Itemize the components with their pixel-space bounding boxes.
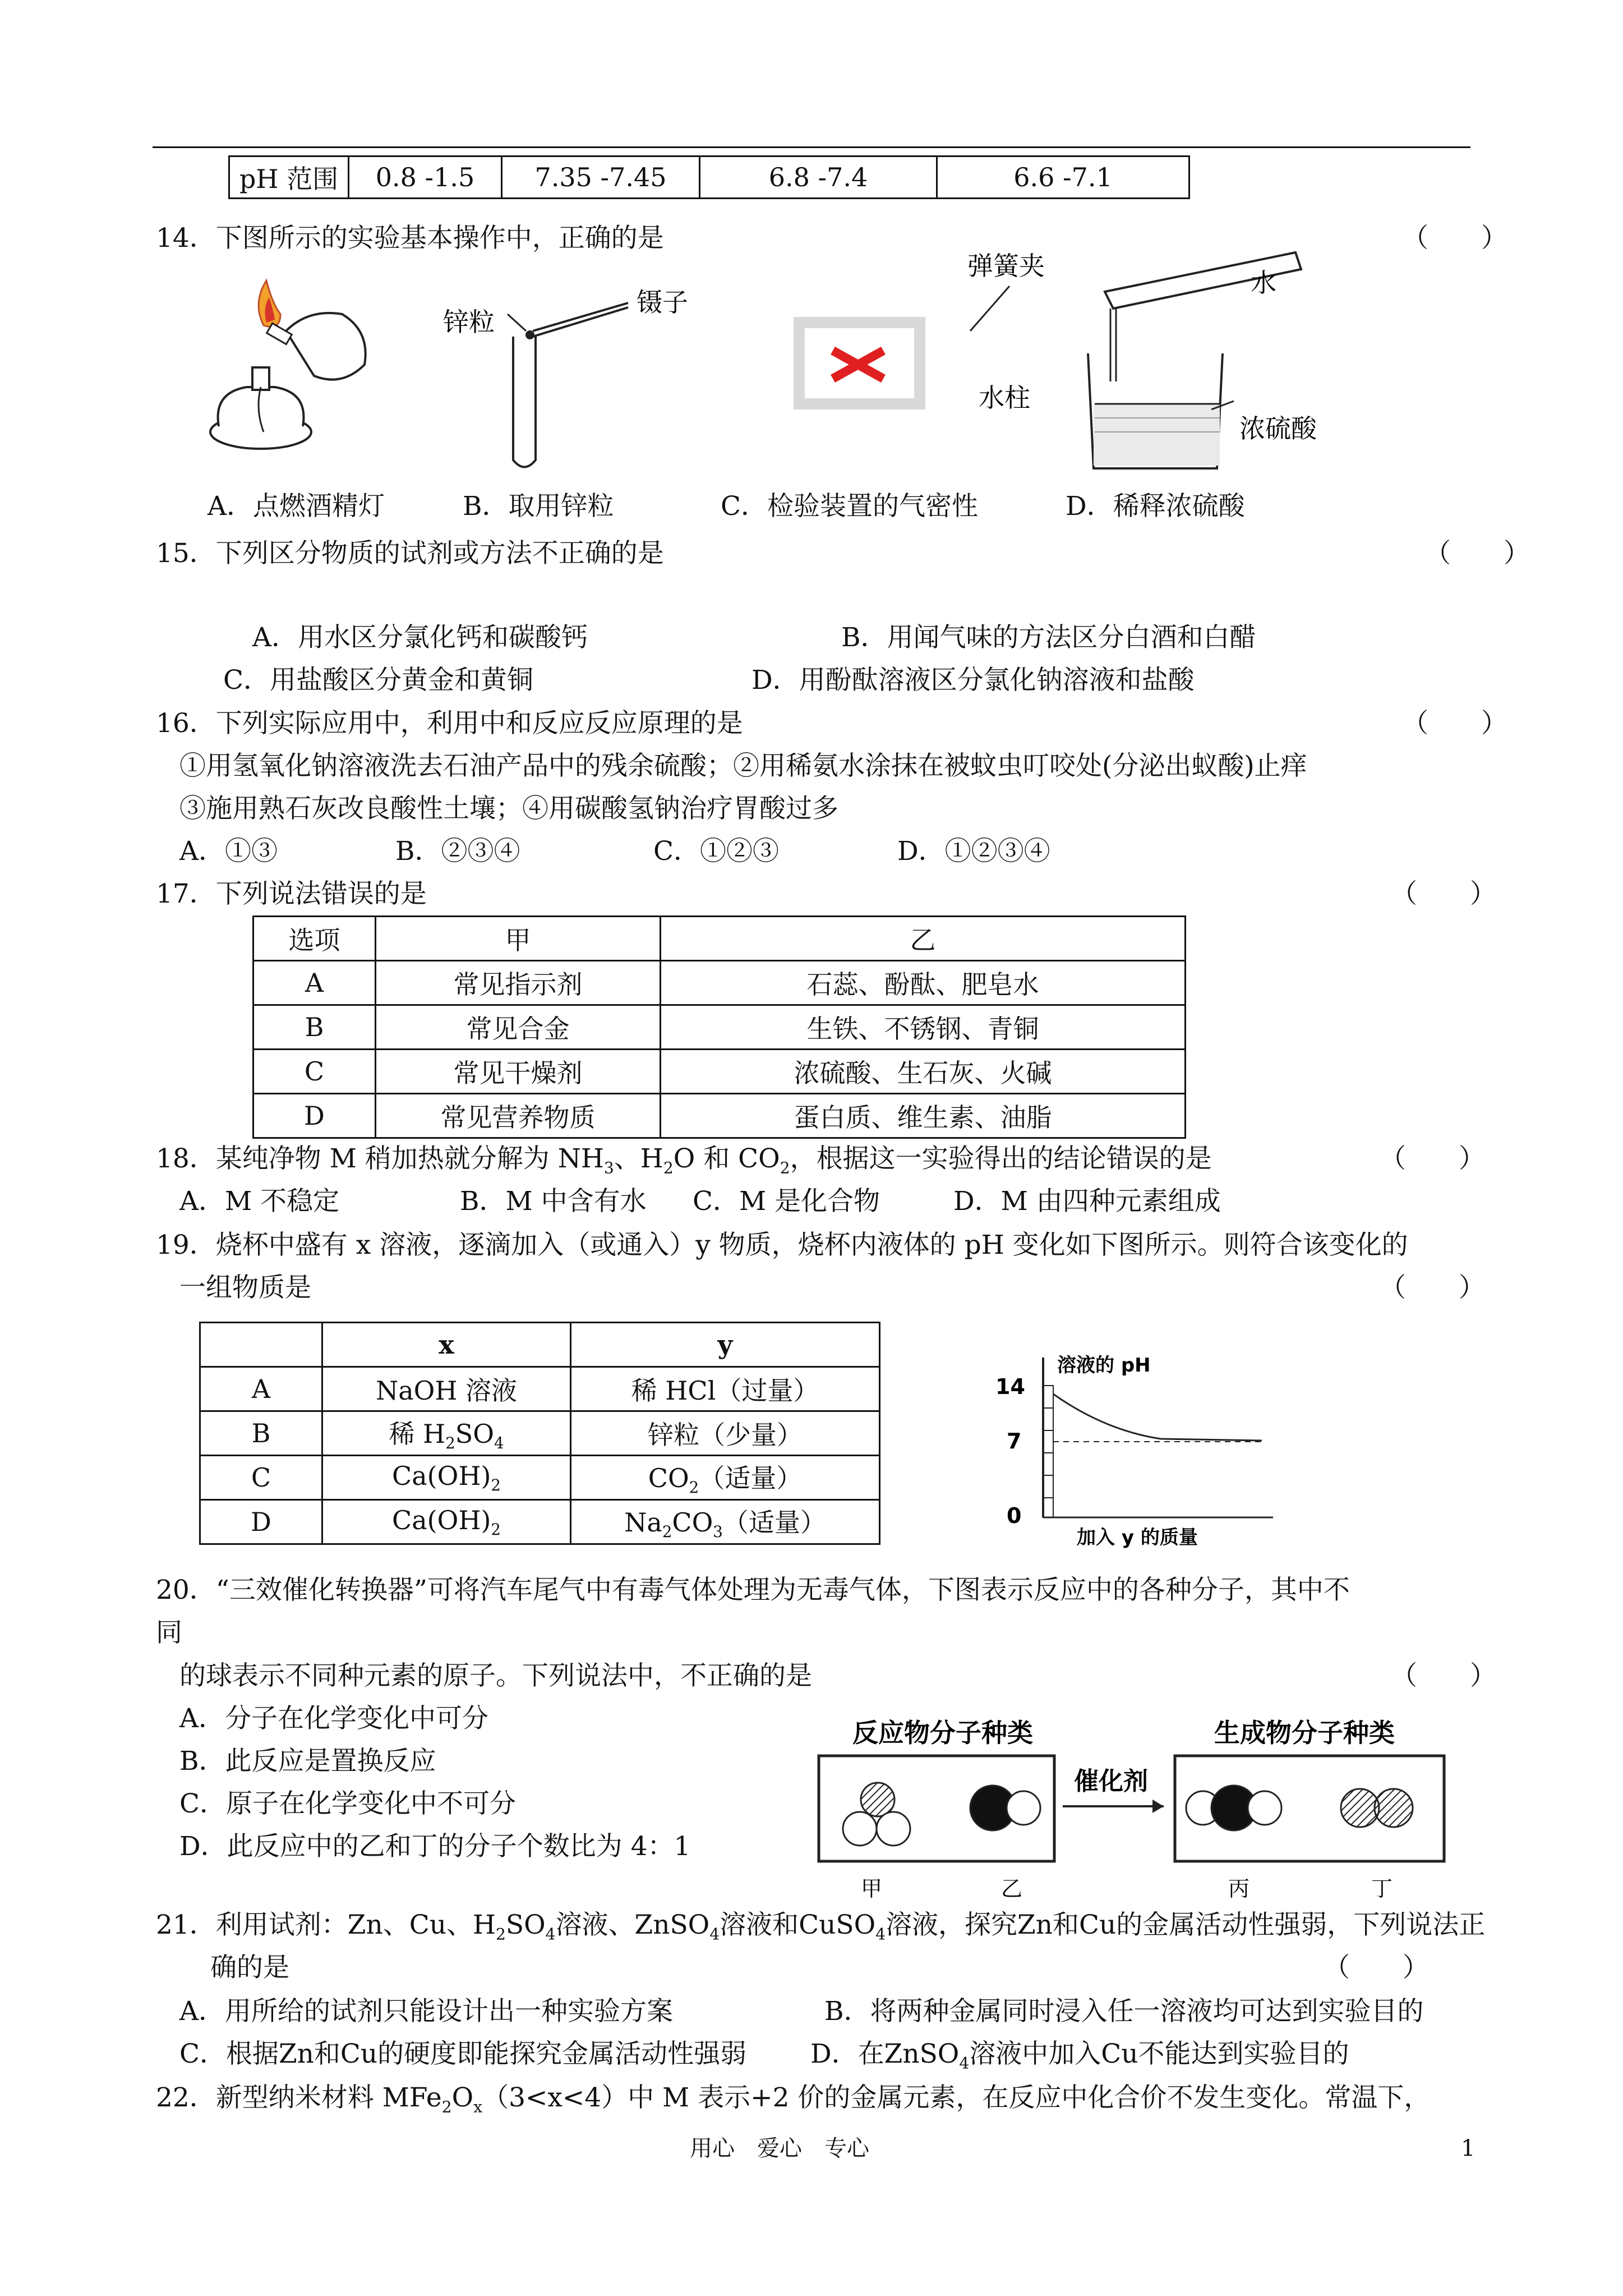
q18-stem: 18．某纯净物 M 稍加热就分解为 $NH_3$、$H_2O$ 和 $CO_2$，根据这一实验得出的结论错误的是 [156,1143,1212,1177]
label-water-column: 水柱 [979,383,1030,413]
table-row [229,157,1189,199]
table-cell: 稀 $H_2SO_4$ [322,1411,571,1456]
q21-stem: 21．利用试剂：Zn、Cu、$H_2SO_4$溶液、ZnSO$_4$溶液和CuSO$_4$溶液，探究Zn和Cu的金属活动性强弱，下列说法正 [156,1910,1486,1944]
q21-option-c: C．根据Zn和Cu的硬度即能探究金属活动性强弱 [179,2039,747,2069]
table-cell: B [200,1411,322,1456]
q14-option-a: A．点燃酒精灯 [208,491,385,522]
q15-option-c: C．用盐酸区分黄金和黄铜 [223,665,533,696]
table-cell: 常见营养物质 [376,1094,661,1138]
label-catalyst: 催化剂 [1074,1767,1148,1796]
q16-stem: 16．下列实际应用中，利用中和反应反应原理的是 [156,708,743,739]
header-rule [153,146,1470,148]
q20-molecule-diagram [816,1717,1450,1907]
table-cell: 常见合金 [376,1005,661,1050]
table-cell: C [200,1456,322,1500]
q20-option-b: B．此反应是置换反应 [179,1746,436,1777]
q20-stem-line-1b: 同 [156,1617,182,1648]
table-cell: D [200,1500,322,1544]
table-cell: 6.8 -7.4 [700,157,937,199]
q16-option-d: D．①②③④ [897,836,1050,867]
airtightness-check-image [794,317,925,409]
q15-option-d: D．用酚酞溶液区分氯化钠溶液和盐酸 [751,665,1195,696]
q20-stem-line-2: 的球表示不同种元素的原子。下列说法中，不正确的是 [179,1660,812,1691]
table-row [200,1323,880,1367]
q14-option-c: C．检验装置的气密性 [721,491,978,522]
q15-answer-paren: （ ） [1424,538,1530,569]
label-reactants: 反应物分子种类 [852,1718,1033,1748]
table-cell: D [253,1094,376,1138]
label-zinc: 锌粒 [443,307,495,337]
tick-label-0: 0 [1007,1503,1022,1528]
tick-label-7: 7 [1007,1429,1022,1453]
q16-answer-paren: （ ） [1402,708,1507,739]
footer-motto: 用心 爱心 专心 [690,2136,869,2161]
table-cell: 0.8 -1.5 [349,157,502,199]
q20-option-c: C．原子在化学变化中不可分 [179,1788,516,1819]
table-cell: 稀 HCl（过量） [571,1367,880,1411]
q16-option-a: A．①③ [179,836,278,867]
table-header: 选项 [253,917,376,961]
q18-option-c: C．M 是化合物 [693,1186,880,1217]
ph-curve [1053,1394,1262,1441]
q14-option-b: B．取用锌粒 [463,491,614,522]
arrow-right-icon [1152,1800,1164,1813]
alcohol-lamp-icon [210,280,366,449]
table-row [253,917,1186,961]
q16-line-2: ③施用熟石灰改良酸性土壤；④用碳酸氢钠治疗胃酸过多 [179,793,838,824]
table-row [200,1411,880,1456]
q19-stem-line-2: 一组物质是 [179,1272,311,1303]
table-header: x [322,1323,571,1367]
q21-option-a: A．用所给的试剂只能设计出一种实验方案 [179,1996,673,2027]
q21-stem-line-2: 确的是 [210,1952,289,1983]
table-cell: 蛋白质、维生素、油脂 [661,1094,1186,1138]
table-header: 乙 [661,917,1186,961]
q18-option-b: B．M 中含有水 [460,1186,647,1217]
table-row [253,1050,1186,1094]
label-yi: 乙 [1001,1876,1023,1901]
table-cell: 常见干燥剂 [376,1050,661,1094]
table-cell: $Ca(OH)_2$ [322,1500,571,1544]
table-row [200,1456,880,1500]
ph-range-table [228,155,1190,199]
label-bing: 丙 [1228,1876,1250,1901]
table-cell: pH 范围 [229,157,349,199]
table-cell: $Na_2CO_3$（适量） [571,1500,880,1544]
table-cell: 6.6 -7.1 [937,157,1189,199]
q17-stem: 17．下列说法错误的是 [156,878,427,909]
table-cell: A [200,1367,322,1411]
q19-table [199,1322,880,1545]
q21-answer-paren: （ ） [1324,1952,1429,1983]
q19-stem-line-1: 19．烧杯中盛有 x 溶液，逐滴加入（或通入）y 物质，烧杯内液体的 pH 变化如下图所示。则符合该变化的 [156,1230,1408,1260]
q21-option-b: B．将两种金属同时浸入任一溶液均可达到实验目的 [824,1996,1424,2027]
table-row [200,1500,880,1544]
table-row [253,961,1186,1005]
label-products: 生成物分子种类 [1214,1718,1395,1748]
q18-option-d: D．M 由四种元素组成 [953,1186,1221,1217]
graph-xlabel: 加入 y 的质量 [1077,1526,1198,1548]
q14-apparatus-figure [202,247,1324,471]
q14-option-d: D．稀释浓硫酸 [1066,491,1245,522]
test-tube-icon [508,303,628,467]
label-conc-acid: 浓硫酸 [1239,413,1317,444]
q18-answer-paren: （ ） [1380,1143,1485,1174]
q22-stem: 22．新型纳米材料 $MFe_2O_x(3<x<4)$中 M 表示+2 价的金属元素，在反应中化合价不发生变化。常温下， [156,2082,1431,2116]
label-spring-clip: 弹簧夹 [967,251,1045,281]
graph-title: 溶液的 pH [1057,1354,1151,1377]
page-number: 1 [1461,2136,1476,2161]
table-cell: B [253,1005,376,1050]
q19-answer-paren: （ ） [1380,1272,1485,1303]
table-cell: 7.35 -7.45 [502,157,700,199]
table-cell: 生铁、不锈钢、青铜 [661,1005,1186,1050]
table-cell: NaOH 溶液 [322,1367,571,1411]
table-cell: 浓硫酸、生石灰、火碱 [661,1050,1186,1094]
table-cell: 锌粒（少量） [571,1411,880,1456]
table-row [253,1005,1186,1050]
q14-stem: 14．下图所示的实验基本操作中，正确的是 [156,223,664,254]
q20-answer-paren: （ ） [1391,1660,1496,1691]
tick-label-14: 14 [995,1374,1025,1399]
label-ding: 丁 [1371,1876,1393,1901]
q20-option-a: A．分子在化学变化中可分 [179,1703,488,1734]
q15-option-a: A．用水区分氯化钙和碳酸钙 [252,622,588,653]
table-cell: 常见指示剂 [376,961,661,1005]
table-cell: A [253,961,376,1005]
q17-table [252,915,1186,1139]
table-cell: C [253,1050,376,1094]
q16-option-c: C．①②③ [653,836,779,867]
q20-option-d: D．此反应中的乙和丁的分子个数比为 4：1 [179,1831,691,1862]
label-tweezers: 镊子 [637,287,688,318]
table-row [200,1367,880,1411]
q17-answer-paren: （ ） [1391,878,1496,909]
q15-option-b: B．用闻气味的方法区分白酒和白醋 [841,622,1256,653]
q14-answer-paren: （ ） [1402,223,1507,254]
q18-option-a: A．M 不稳定 [179,1186,340,1217]
table-cell: $CO_2$（适量） [571,1456,880,1500]
label-jia: 甲 [861,1876,883,1901]
q21-option-d: D．在ZnSO$_4$溶液中加入Cu不能达到实验目的 [810,2039,1349,2073]
table-cell: $Ca(OH)_2$ [322,1456,571,1500]
table-row [253,1094,1186,1138]
q15-stem: 15．下列区分物质的试剂或方法不正确的是 [156,538,664,569]
table-header: 甲 [376,917,661,961]
q16-line-1: ①用氢氧化钠溶液洗去石油产品中的残余硫酸；②用稀氨水涂抹在被蚊虫叮咬处(分泌出蚁酸)止痒 [179,751,1307,781]
table-header [200,1323,322,1367]
q19-ph-graph [981,1346,1346,1548]
q20-stem-line-1: 20．“三效催化转换器”可将汽车尾气中有毒气体处理为无毒气体，下图表示反应中的各种分子，其中不 [156,1575,1350,1605]
label-water: 水 [1251,268,1276,298]
table-header: y [571,1323,880,1367]
table-cell: 石蕊、酚酞、肥皂水 [661,961,1186,1005]
q16-option-b: B．②③④ [395,836,520,867]
